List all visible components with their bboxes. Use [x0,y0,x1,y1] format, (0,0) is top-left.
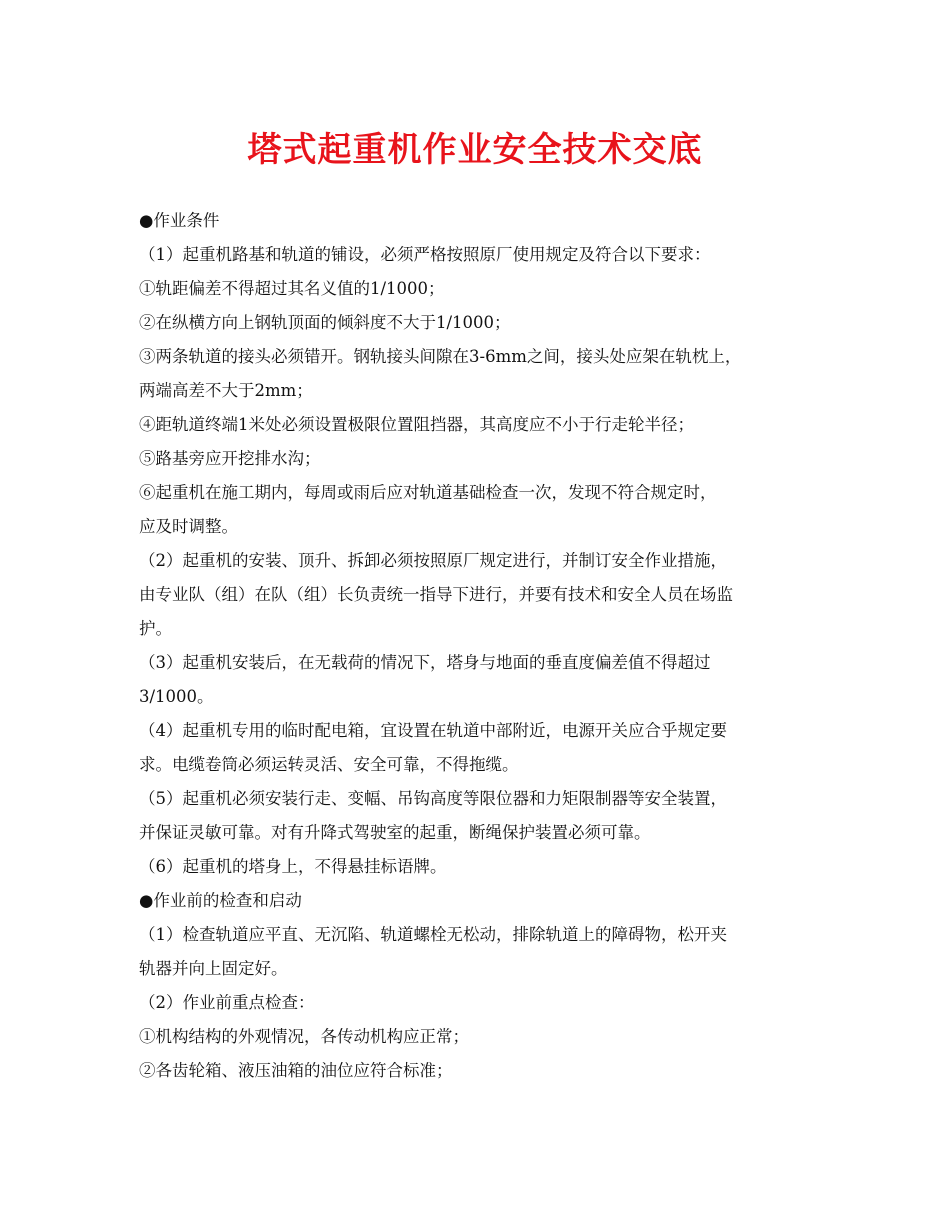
paragraph-line: 轨器并向上固定好。 [139,959,288,978]
list-item-1: ①机构结构的外观情况，各传动机构应正常； [139,1027,469,1046]
paragraph-line: （4）起重机专用的临时配电箱，宜设置在轨道中部附近，电源开关应合乎规定要 [139,721,727,740]
document-title: 塔式起重机作业安全技术交底 [247,130,703,170]
paragraph-line: 并保证灵敏可靠。对有升降式驾驶室的起重，断绳保护装置必须可靠。 [139,823,651,842]
paragraph-line: （1）起重机路基和轨道的铺设，必须严格按照原厂使用规定及符合以下要求： [139,245,711,264]
list-item-6: ⑥起重机在施工期内，每周或雨后应对轨道基础检查一次，发现不符合规定时， [139,483,717,502]
document-body [139,204,839,1088]
paragraph-line: （1）检查轨道应平直、无沉陷、轨道螺栓无松动，排除轨道上的障碍物，松开夹 [139,925,727,944]
list-item-6-cont: 应及时调整。 [139,517,238,536]
list-item-3-cont: 两端高差不大于2mm； [139,381,313,400]
list-item-2: ②在纵横方向上钢轨顶面的倾斜度不大于1/1000； [139,313,511,332]
paragraph-line: 由专业队（组）在队（组）长负责统一指导下进行，并要有技术和安全人员在场监 [139,585,733,604]
paragraph-line: （3）起重机安装后，在无载荷的情况下，塔身与地面的垂直度偏差值不得超过 [139,653,711,672]
paragraph-line: 护。 [139,619,172,638]
paragraph-line: （6）起重机的塔身上，不得悬挂标语牌。 [139,857,447,876]
paragraph-line: （2）作业前重点检查： [139,993,315,1012]
paragraph-line: 求。电缆卷筒必须运转灵活、安全可靠，不得拖缆。 [139,755,519,774]
list-item-3: ③两条轨道的接头必须错开。钢轨接头间隙在3-6mm之间，接头处应架在轨枕上， [139,347,742,366]
list-item-2: ②各齿轮箱、液压油箱的油位应符合标准； [139,1061,453,1080]
list-item-1: ①轨距偏差不得超过其名义值的1/1000； [139,279,445,298]
section-heading-pre-work: ●作业前的检查和启动 [139,891,302,910]
list-item-4: ④距轨道终端1米处必须设置极限位置阻挡器，其高度应不小于行走轮半径； [139,415,694,434]
paragraph-line: 3/1000。 [139,687,214,706]
paragraph-line: （5）起重机必须安装行走、变幅、吊钩高度等限位器和力矩限制器等安全装置， [139,789,727,808]
list-item-5: ⑤路基旁应开挖排水沟； [139,449,321,468]
paragraph-line: （2）起重机的安装、顶升、拆卸必须按照原厂规定进行，并制订安全作业措施， [139,551,727,570]
section-heading-conditions: ●作业条件 [139,211,220,230]
